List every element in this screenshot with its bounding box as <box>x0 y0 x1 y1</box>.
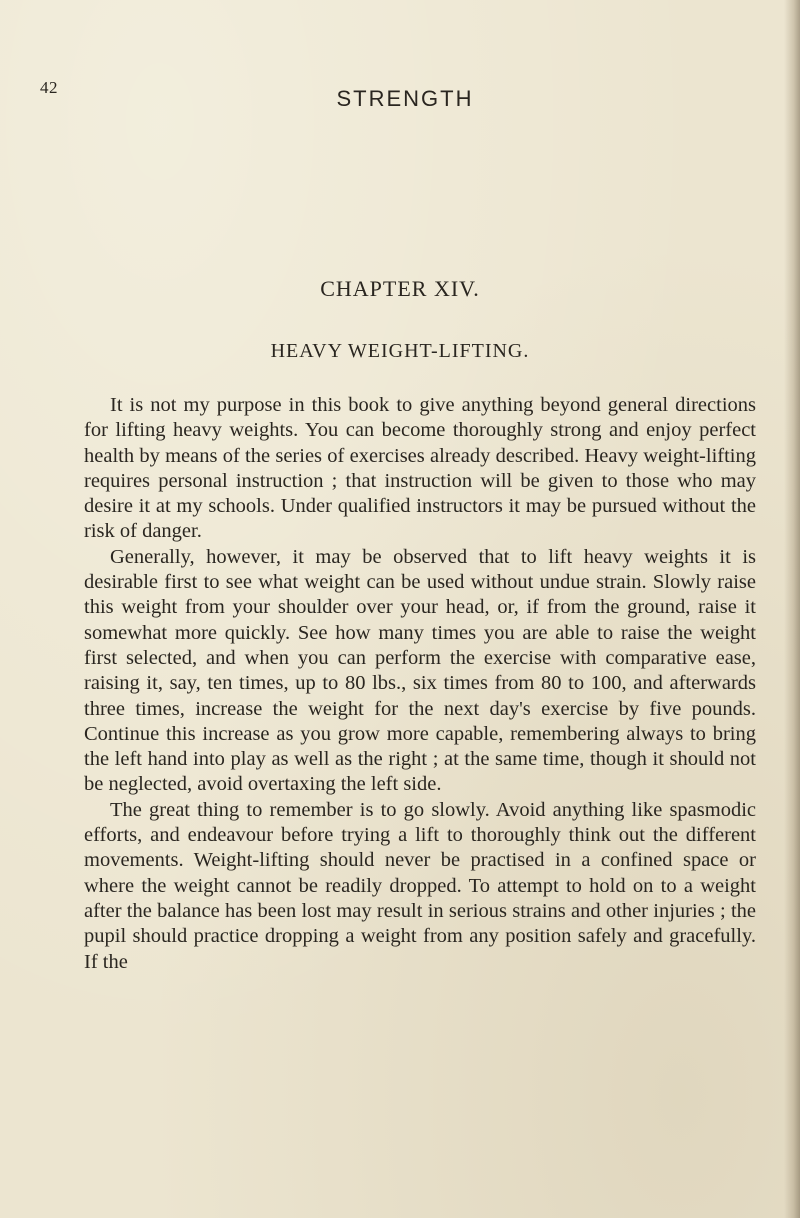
paragraph-1: It is not my purpose in this book to give anything beyond general directions for lifting heavy weights. You can become thoroughly strong and enjoy perfect health by means of the series of exercises already described. Heavy weight-lifting requires personal instruction ; that instruction will be given to those who may desire it at my schools. Under qualified instructors it may be pursued without the risk of danger. <box>84 394 756 543</box>
chapter-subtitle: HEAVY WEIGHT-LIFTING. <box>270 340 530 362</box>
paragraph-3: The great thing to remember is to go slowly. Avoid anything like spasmodic efforts, and endeavour before trying a lift to thoroughly think out the different movements. Weight-lifting should never be practised in a confined space or where the weight cannot be readily dropped. To attempt to hold on to a weight after the balance has been lost may result in serious strains and other injuries ; the pupil should practice dropping a weight from any position safely and gracefully. If the <box>84 798 756 973</box>
body-text <box>84 393 756 975</box>
page-edge-shadow <box>784 0 800 1218</box>
paragraph-2: Generally, however, it may be observed that to lift heavy weights it is desirable first to see what weight can be used without undue strain. Slowly raise this weight from your shoulder over your head, or, if from the ground, raise it somewhat more quickly. See how many times you are able to raise the weight first selected, and when you can perform the exercise with comparative ease, raising it, say, ten times, up to 80 lbs., six times from 80 to 100, and afterwards three times, increase the weight for the next day's exercise by five pounds. Continue this increase as you grow more capable, remembering always to bring the left hand into play as well as the right ; at the same time, though it should not be neglected, avoid overtaxing the left side. <box>84 545 756 796</box>
chapter-title: CHAPTER XIV. <box>320 276 480 301</box>
running-head: STRENGTH <box>336 86 474 111</box>
page-number: 42 <box>40 78 58 97</box>
